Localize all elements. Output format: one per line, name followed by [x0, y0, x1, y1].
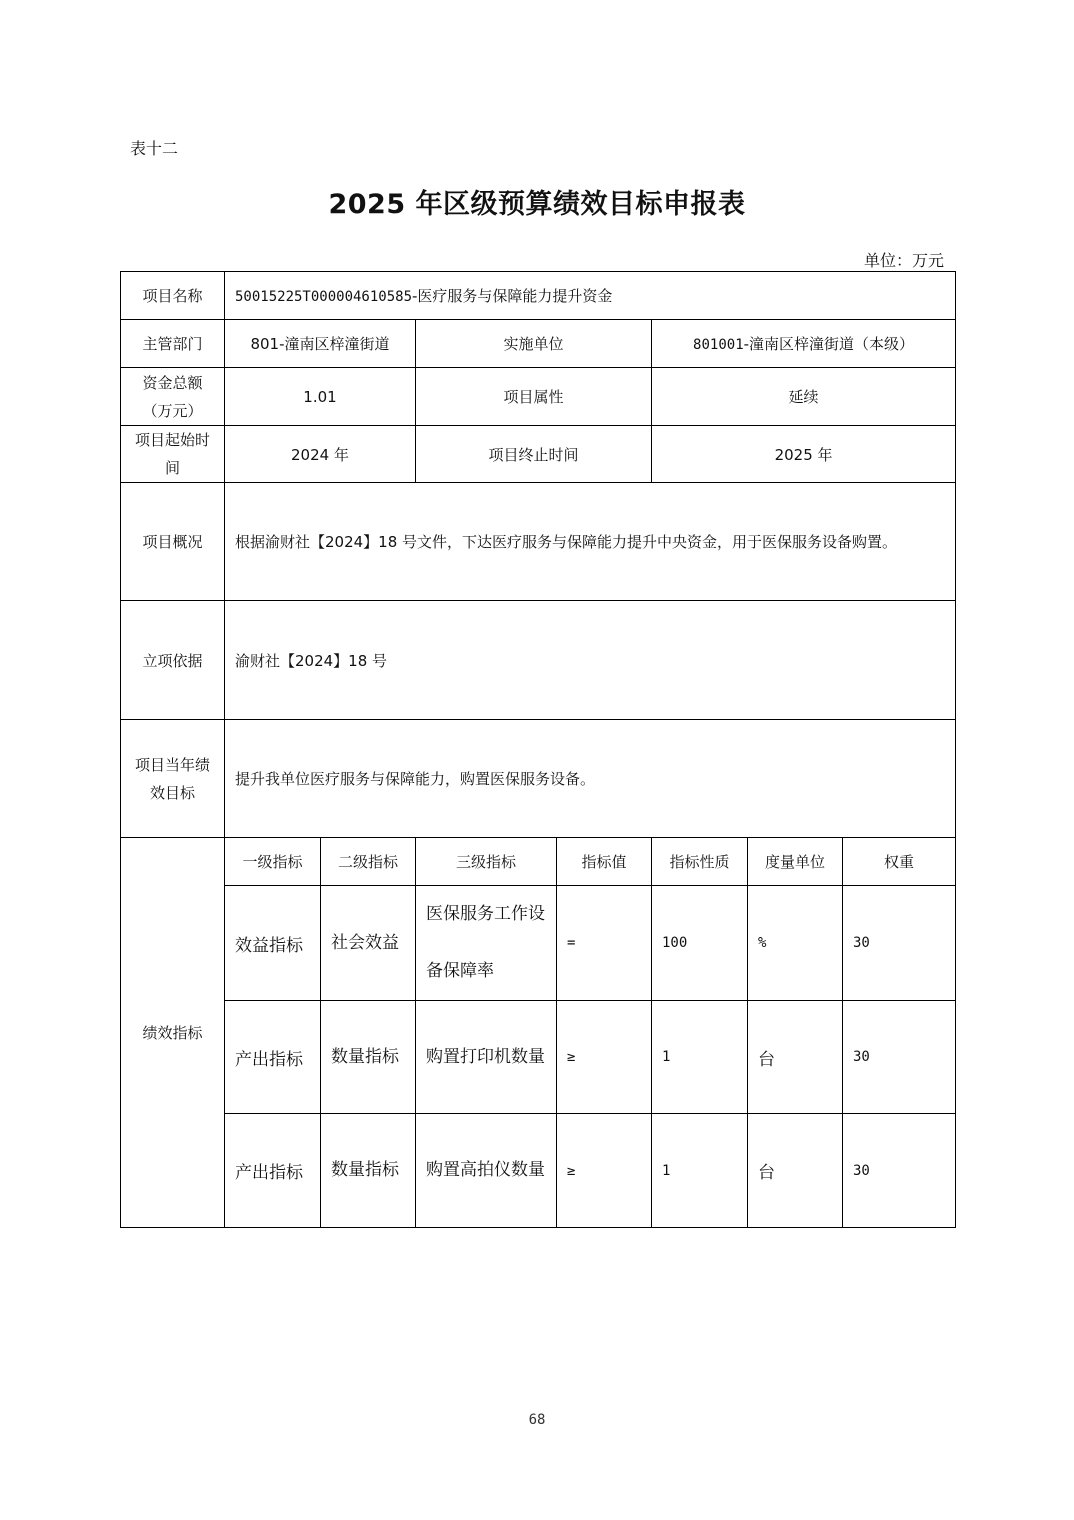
table-row: [121, 1114, 956, 1228]
goal-label: 项目当年绩效目标: [121, 720, 225, 838]
level3-cell: 购置打印机数量: [416, 1001, 557, 1114]
end-label: 项目终止时间: [416, 426, 652, 483]
level1-cell: 产出指标: [225, 1001, 321, 1114]
level1-cell: 效益指标: [225, 886, 321, 1001]
row-period: [121, 426, 956, 483]
level3-cell: 购置高拍仪数量: [416, 1114, 557, 1228]
unit-cell: 台: [748, 1114, 843, 1228]
overview-value: 根据渝财社【2024】18 号文件，下达医疗服务与保障能力提升中央资金，用于医保服务设备购置。: [225, 483, 956, 601]
header-unit: 度量单位: [748, 838, 843, 886]
value-cell: 100: [652, 886, 748, 1001]
weight-cell: 30: [843, 886, 956, 1001]
weight-cell: 30: [843, 1001, 956, 1114]
dept-value: 801-潼南区梓潼街道: [225, 320, 416, 368]
impl-label: 实施单位: [416, 320, 652, 368]
level2-cell: 数量指标: [321, 1114, 416, 1228]
impl-text: -潼南区梓潼街道（本级）: [743, 335, 915, 353]
dept-label: 主管部门: [121, 320, 225, 368]
row-overview: [121, 483, 956, 601]
header-level3: 三级指标: [416, 838, 557, 886]
level3-cell: 医保服务工作设备保障率: [416, 886, 557, 1001]
indicator-section-label: 绩效指标: [121, 838, 225, 1228]
page-title: 2025 年区级预算绩效目标申报表: [328, 189, 746, 220]
attr-label: 项目属性: [416, 368, 652, 426]
start-label: 项目起始时间: [121, 426, 225, 483]
level1-cell: 产出指标: [225, 1114, 321, 1228]
value-cell: 1: [652, 1114, 748, 1228]
project-name-text: -医疗服务与保障能力提升资金: [412, 287, 613, 305]
table-row: [121, 886, 956, 1001]
table-label: 表十二: [130, 139, 179, 158]
impl-code: 801001: [693, 337, 744, 353]
row-fund: [121, 368, 956, 426]
fund-label: 资金总额（万元）: [121, 368, 225, 426]
budget-performance-table: [120, 271, 956, 1228]
overview-label: 项目概况: [121, 483, 225, 601]
weight-cell: 30: [843, 1114, 956, 1228]
project-name-label: 项目名称: [121, 272, 225, 320]
row-basis: [121, 601, 956, 720]
value-cell: 1: [652, 1001, 748, 1114]
table-row: [121, 1001, 956, 1114]
level2-cell: 社会效益: [321, 886, 416, 1001]
header-nature: 指标性质: [652, 838, 748, 886]
project-code: 50015225T000004610585: [235, 289, 413, 305]
header-value: 指标值: [557, 838, 652, 886]
impl-value: [652, 320, 956, 368]
row-department: [121, 320, 956, 368]
indicator-header-row: [121, 838, 956, 886]
op-cell: ≥: [557, 1001, 652, 1114]
project-name-value: [225, 272, 956, 320]
op-cell: ≥: [557, 1114, 652, 1228]
header-level1: 一级指标: [225, 838, 321, 886]
unit-label: 单位：万元: [863, 251, 944, 270]
page-number: 68: [528, 1412, 546, 1428]
header-weight: 权重: [843, 838, 956, 886]
level2-cell: 数量指标: [321, 1001, 416, 1114]
row-project-name: [121, 272, 956, 320]
attr-value: 延续: [652, 368, 956, 426]
header-level2: 二级指标: [321, 838, 416, 886]
row-goal: [121, 720, 956, 838]
end-value: 2025 年: [652, 426, 956, 483]
unit-cell: %: [748, 886, 843, 1001]
goal-value: 提升我单位医疗服务与保障能力，购置医保服务设备。: [225, 720, 956, 838]
start-value: 2024 年: [225, 426, 416, 483]
unit-cell: 台: [748, 1001, 843, 1114]
basis-value: 渝财社【2024】18 号: [225, 601, 956, 720]
op-cell: =: [557, 886, 652, 1001]
basis-label: 立项依据: [121, 601, 225, 720]
fund-value: 1.01: [225, 368, 416, 426]
